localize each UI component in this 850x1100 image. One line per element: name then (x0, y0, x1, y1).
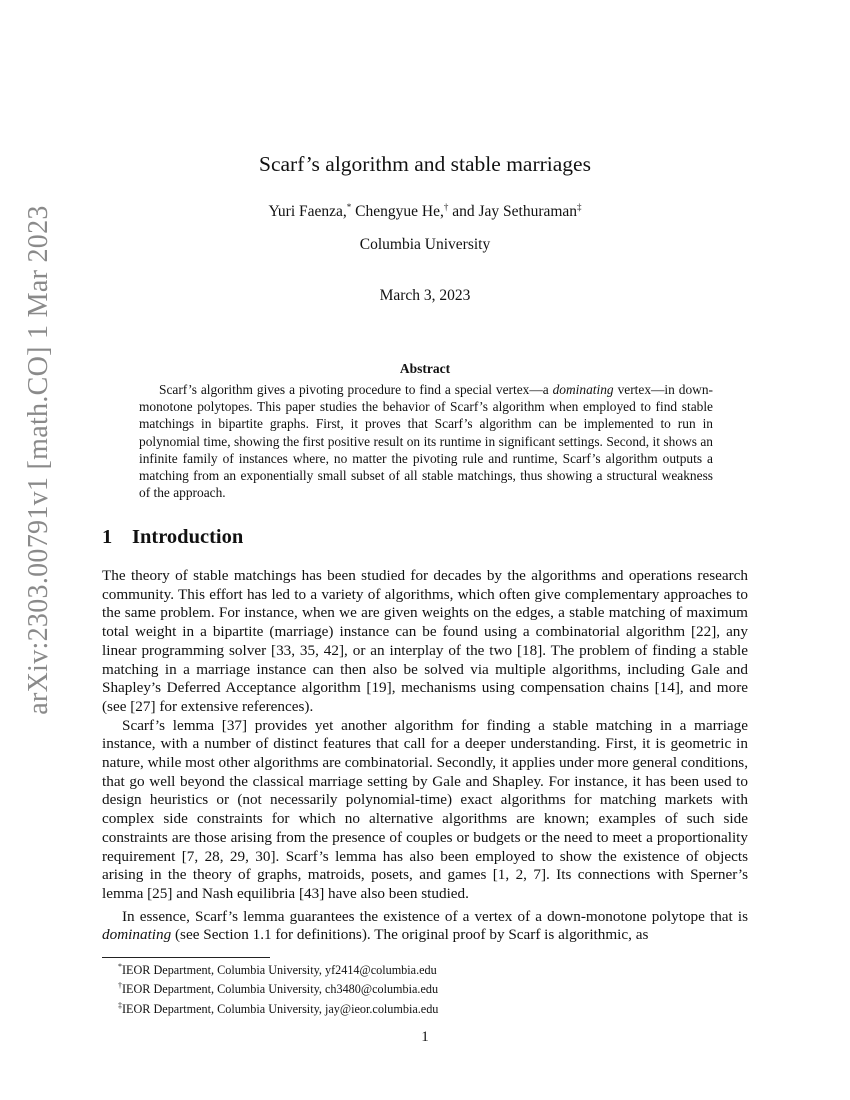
paragraph-text-part: In essence, Scarf’s lemma guarantees the existence of a vertex of a down-monotone polytope that is (122, 907, 748, 925)
footnote-text: IEOR Department, Columbia University, ch3480@columbia.edu (122, 982, 439, 997)
abstract-text (139, 381, 713, 501)
page-number: 1 (421, 1029, 429, 1045)
author-name: Yuri Faenza, (268, 203, 347, 221)
paragraph: The theory of stable matchings has been studied for decades by the algorithms and operations research community. This effort has led to a variety of algorithms, which often give complementary approaches to the same problem. For instance, when we are given weights on the edges, a stable matching of maximum total weight in a bipartite (marriage) instance can be found using a combinatorial algorithm [22], any linear programming solver [33, 35, 42], or an interplay of the two [18]. The problem of finding a stable matching in a marriage instance can then also be solved via multiple algorithms, including Gale and Shapley’s Deferred Acceptance algorithm [19], mechanisms using compensation chains [14], and more (see [27] for extensive references). (102, 567, 748, 715)
footnotes (118, 959, 438, 1017)
footnote-mark: † (118, 981, 122, 991)
author-name: and Jay Sethuraman (452, 203, 578, 221)
abstract-heading: Abstract (399, 361, 451, 376)
author-footnote-mark: † (443, 202, 449, 212)
footnote (118, 978, 438, 997)
author-name: Chengyue He, (355, 203, 444, 221)
arxiv-sidebar-stamp (20, 205, 58, 715)
section-heading (102, 526, 243, 549)
footnote (118, 959, 438, 978)
footnote-text: IEOR Department, Columbia University, jay@ieor.columbia.edu (122, 1001, 439, 1016)
footnote-rule (102, 957, 270, 958)
abstract-text-part: Scarf’s algorithm gives a pivoting procedure to find a special vertex—a (159, 382, 553, 397)
arxiv-identifier: arXiv:2303.00791v1 [math.CO] 1 Mar 2023 (23, 205, 54, 715)
abstract-emphasis: dominating (552, 382, 614, 397)
affiliation: Columbia University (359, 236, 491, 253)
footnote-mark: ‡ (118, 1000, 122, 1010)
footnote (118, 998, 438, 1017)
author-list (102, 202, 748, 221)
abstract-text-part: vertex—in down-monotone polytopes. This paper studies the behavior of Scarf’s algorithm when employed to find stable matchings in bipartite graphs. First, it proves that Scarf’s algorithm can be implemented to run in polynomial time, showing the first positive result on its runtime in significant settings. Second, it shows an infinite family of instances where, no matter the pivoting rule and runtime, Scarf’s algorithm outputs a matching from an exponentially small subset of all stable matchings, thus showing a structural weakness of the approach. (139, 382, 713, 501)
paragraph-text-part: (see Section 1.1 for definitions). The original proof by Scarf is algorithmic, as (171, 926, 649, 944)
section-number: 1 (102, 526, 113, 548)
paragraph: Scarf’s lemma [37] provides yet another algorithm for finding a stable matching in a marriage instance, with a number of distinct features that call for a deeper understanding. First, it is geometric in nature, while most other algorithms are combinatorial. Secondly, it applies under more general conditions, that go well beyond the classical marriage setting by Gale and Shapley. For instance, it has been used to design heuristics or (not necessarily polynomial-time) exact algorithms for matching markets with complex side constraints for which no alternative algorithms are known; examples of such side constraints are those arising from the presence of couples or budgets or the need to meet a proportionality requirement [7, 28, 29, 30]. Scarf’s lemma has also been employed to show the existence of objects arising in the theory of graphs, matroids, posets, and games [1, 2, 7]. Its connections with Sperner’s lemma [25] and Nash equilibria [43] have also been studied. (102, 716, 748, 902)
publication-date: March 3, 2023 (379, 287, 471, 304)
author-footnote-mark: * (346, 202, 352, 212)
footnote-mark: * (118, 962, 122, 971)
body-text (102, 567, 748, 945)
author-footnote-mark: ‡ (577, 202, 582, 212)
paper-title: Scarf’s algorithm and stable marriages (259, 152, 591, 176)
paragraph-emphasis: dominating (102, 926, 172, 944)
footnote-text: IEOR Department, Columbia University, yf2414@columbia.edu (122, 963, 437, 978)
section-title: Introduction (132, 526, 244, 548)
paragraph (102, 908, 748, 945)
